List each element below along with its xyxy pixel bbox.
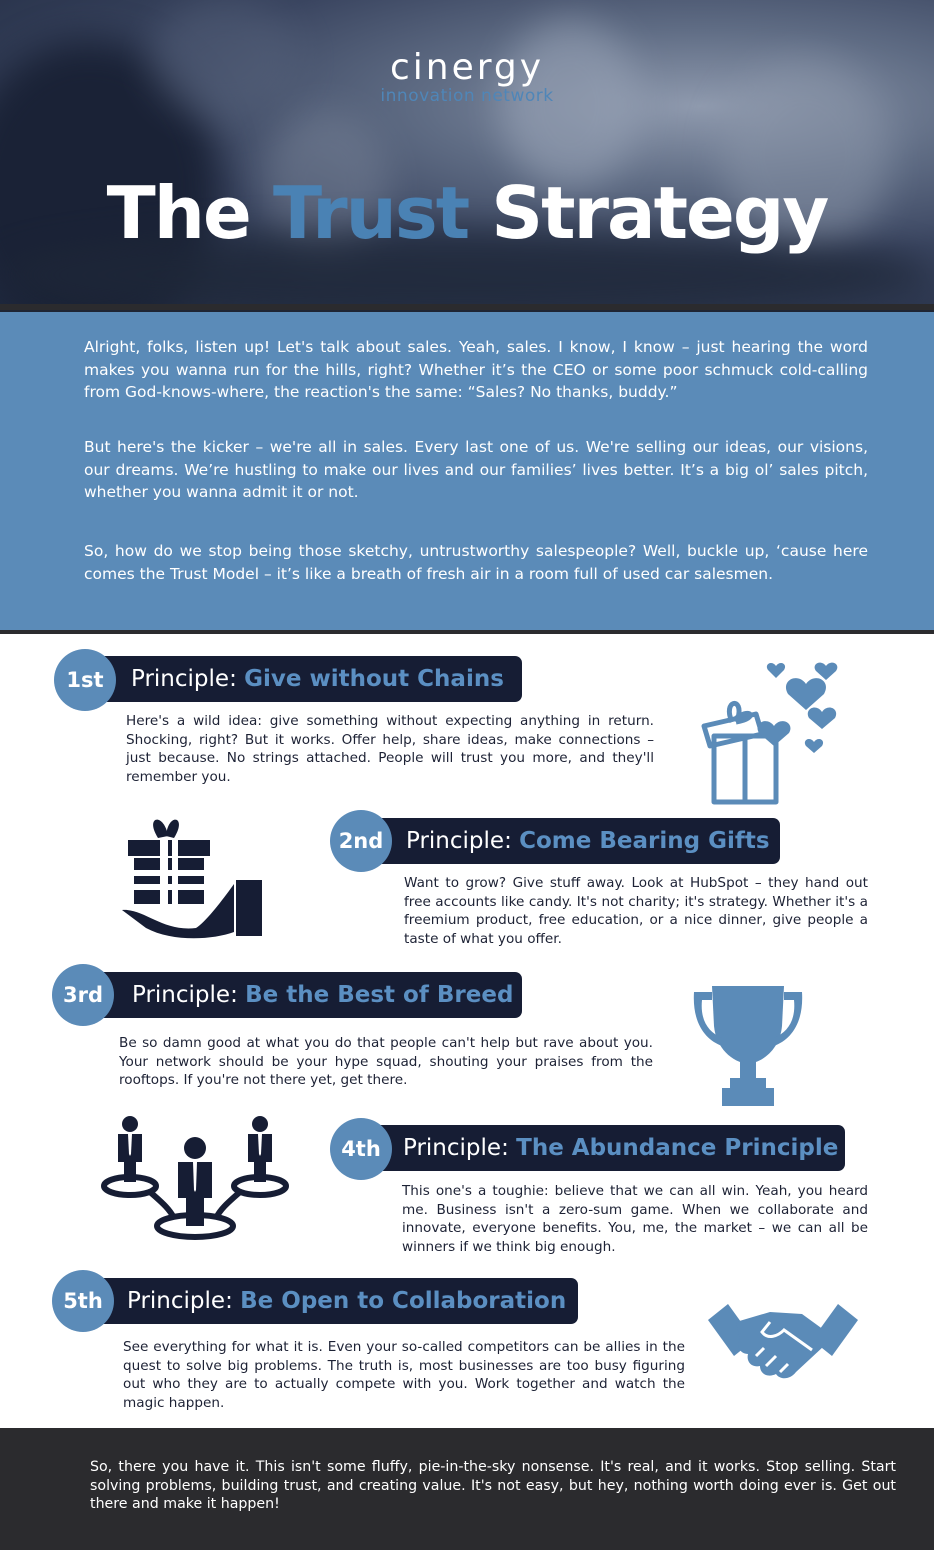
intro-paragraph-2: But here's the kicker – we're all in sales. Every last one of us. We're selling our ideas, our visions, our dreams. We’re hustling to make our lives and our families’ lives better. It’s a big ol’ sales pitch, whether you wanna admit it or not. [84, 438, 868, 501]
handshake-icon [706, 1300, 860, 1384]
principle-4-name: The Abundance Principle [516, 1135, 839, 1161]
principle-2-name: Come Bearing Gifts [519, 828, 770, 854]
principle-4-title [403, 1125, 838, 1171]
principle-5-text: See everything for what it is. Even your so-called competitors can be allies in the quest to solve big problems. The truth is, most businesses are too busy figuring out who they are to actually compete with you. Work together and watch the magic happen. [123, 1339, 685, 1411]
principle-1-title [131, 656, 504, 702]
logo [0, 48, 934, 106]
principle-3-badge: 3rd [52, 964, 114, 1026]
principle-4-badge: 4th [330, 1118, 392, 1180]
principle-1-text: Here's a wild idea: give something without expecting anything in return. Shocking, right? But it works. Offer help, share ideas, make connections – just because. No strings attached. People will trust you more, and they'll remember you. [126, 713, 654, 785]
principles-section [0, 634, 934, 1428]
footer [0, 1430, 934, 1550]
principle-1-name: Give without Chains [244, 666, 504, 692]
principle-5-name: Be Open to Collaboration [240, 1288, 567, 1314]
intro-paragraph-1: Alright, folks, listen up! Let's talk about sales. Yeah, sales. I know, I know – just hearing the word makes you wanna run for the hills, right? Whether it’s the CEO or some poor schmuck cold-calling from God-knows-where, the reaction's the same: “Sales? No thanks, buddy.” [84, 338, 868, 401]
logo-tagline: innovation network [380, 86, 554, 106]
hero-banner [0, 0, 934, 304]
network-people-icon [98, 1114, 292, 1240]
title-part1: The [106, 171, 273, 255]
page-title [0, 168, 934, 258]
principle-5-title [127, 1278, 566, 1324]
intro-paragraph-3: So, how do we stop being those sketchy, untrustworthy salespeople? Well, buckle up, ‘cause here comes the Trust Model – it’s like a breath of fresh air in a room full of used car salesmen. [84, 542, 868, 583]
principle-4-text: This one's a toughie: believe that we can all win. Yeah, you heard me. Business isn't a zero-sum game. When we collaborate and innovate, everyone benefits. You, me, the market – we can all be winners if we think big enough. [402, 1183, 868, 1255]
footer-text: So, there you have it. This isn't some fluffy, pie-in-the-sky nonsense. It's real, and it works. Stop selling. Start solving problems, building trust, and creating value. It's not easy, but hey, nothing worth doing ever is. Get out there and make it happen! [90, 1459, 896, 1512]
principle-1-label: Principle: [131, 666, 245, 692]
principle-3-name: Be the Best of Breed [245, 982, 514, 1008]
gift-box-hearts-icon [694, 656, 846, 806]
principle-1-badge: 1st [54, 649, 116, 711]
trophy-icon [688, 982, 808, 1108]
principle-3-text: Be so damn good at what you do that people can't help but rave about you. Your network should be your hype squad, shouting your praises from the rooftops. If you're not there yet, get there. [119, 1035, 653, 1088]
intro-section [0, 310, 934, 630]
principle-3-label: Principle: [132, 982, 246, 1008]
principle-5-badge: 5th [52, 1270, 114, 1332]
title-accent: Trust [272, 171, 469, 255]
principle-2-title [406, 818, 770, 864]
principle-3-title [132, 972, 513, 1018]
principle-5-label: Principle: [127, 1288, 241, 1314]
principle-2-label: Principle: [406, 828, 520, 854]
principle-2-text: Want to grow? Give stuff away. Look at HubSpot – they hand out free accounts like candy. It's not charity; it's strategy. Whether it's a freemium product, free education, or a nice dinner, give people a taste of what you offer. [404, 875, 868, 947]
principle-4-label: Principle: [403, 1135, 517, 1161]
principle-2-badge: 2nd [330, 810, 392, 872]
title-part2: Strategy [468, 171, 828, 255]
hand-holding-gift-icon [122, 812, 264, 940]
logo-name: cinergy [389, 47, 545, 88]
